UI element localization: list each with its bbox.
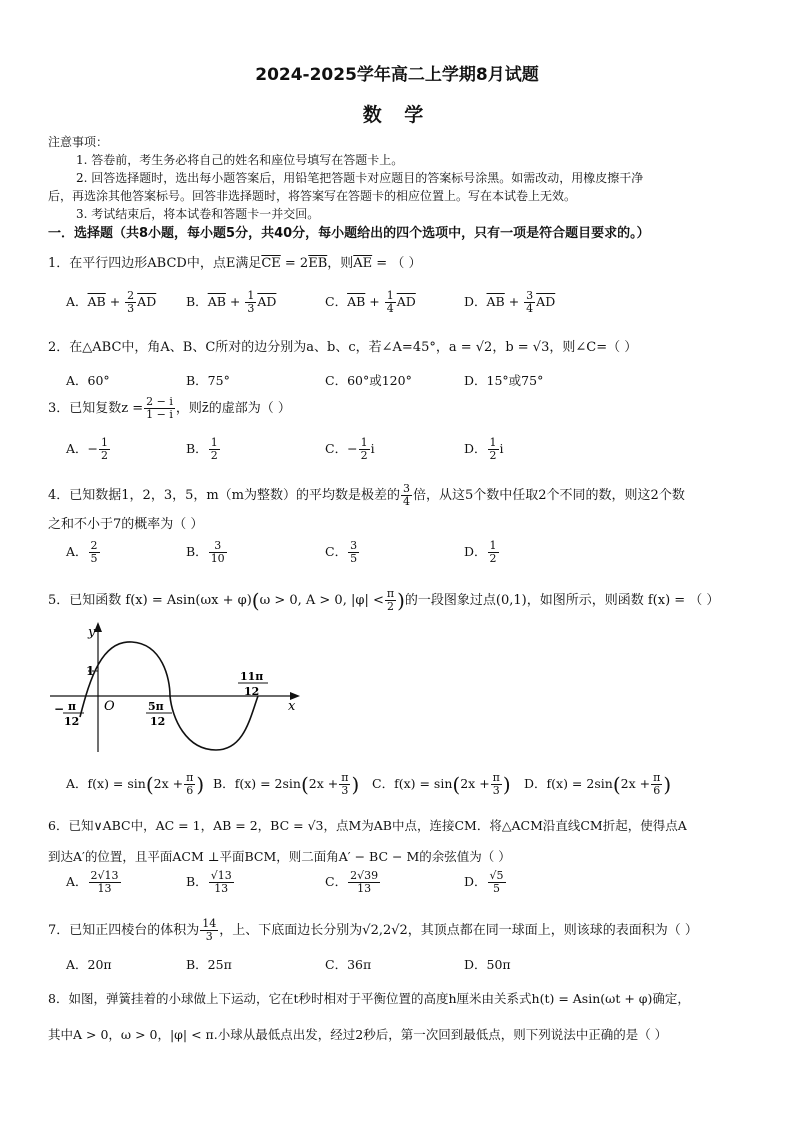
notice-heading: 注意事项： — [48, 135, 109, 149]
sine-graph — [50, 618, 310, 758]
q3-option-a: A．− $\frac{1}{2}$ — [66, 436, 109, 462]
q5-option-a: A．f(x) = sin(2x + $\frac{\pi}{6}$ ) — [66, 771, 205, 797]
neg-tick-num: π — [68, 700, 77, 713]
q7-option-a: A．20π — [66, 957, 112, 972]
notice-item: 3. 考试结束后，将本试卷和答题卡一并交回。 — [76, 207, 320, 221]
origin-label: O — [104, 699, 115, 714]
q6-option-d: D． $\frac{√5}{5}$ — [464, 869, 504, 895]
mid-tick-den: 12 — [150, 715, 166, 728]
q4-option-c: C． $\frac{3}{5}$ — [325, 539, 358, 565]
question-6-stem-cont: 到达A′的位置，且平面ACM ⊥平面BCM，则二面角A′ − BC − M的余弦值为（ ） — [48, 849, 511, 864]
q2-option-a: A．60° — [66, 373, 110, 388]
q1-option-b: B．$\overline{AB}$ + $\frac{1}{3}$ $\overline{AD}$ — [186, 289, 277, 315]
y-tick-one: 1 — [86, 664, 95, 678]
mid-tick-num: 5π — [148, 700, 164, 713]
q7-option-b: B．25π — [186, 957, 232, 972]
question-8-stem-cont: 其中A > 0，ω > 0，|φ| < π.小球从最低点出发，经过2秒后，第一次回到最低点，则下列说法中正确的是（ ） — [48, 1027, 668, 1042]
end-tick-num: 11π — [240, 670, 264, 683]
notice-item: 后，再选涂其他答案标号。回答非选择题时，将答案写在答题卡的相应位置上。写在本试卷上无效。 — [48, 189, 577, 203]
end-tick-den: 12 — [244, 685, 260, 698]
q6-option-c: C． $\frac{2√39}{13}$ — [325, 869, 379, 895]
q1-option-d: D．$\overline{AB}$ + $\frac{3}{4}$ $\overline{AD}$ — [464, 289, 556, 315]
x-axis-label: x — [288, 699, 296, 714]
q1-option-c: C．$\overline{AB}$ + $\frac{1}{4}$ $\overline{AD}$ — [325, 289, 416, 315]
q1-option-a: A．$\overline{AB}$ + $\frac{2}{3}$ $\overline{AD}$ — [66, 289, 157, 315]
q3-option-d: D． $\frac{1}{2}$ i — [464, 436, 504, 462]
q4-option-d: D． $\frac{1}{2}$ — [464, 539, 497, 565]
notice-item: 2. 回答选择题时，选出每小题答案后，用铅笔把答题卡对应题目的答案标号涂黑。如需改动，用橡皮擦干净 — [76, 171, 644, 185]
q6-option-a: A． $\frac{2√13}{13}$ — [66, 869, 119, 895]
question-7-stem: 7．已知正四棱台的体积为 $\frac{14}{3}$ ，上、下底面边长分别为√2,2√2，其顶点都在同一球面上，则该球的表面积为（ ） — [48, 917, 698, 943]
neg-tick-den: 12 — [64, 715, 80, 728]
q2-option-d: D．15°或75° — [464, 373, 544, 388]
q3-option-b: B． $\frac{1}{2}$ — [186, 436, 218, 462]
exam-title: 2024-2025学年高二上学期8月试题 — [255, 65, 539, 85]
question-4-stem: 4．已知数据1，2，3，5，m（m为整数）的平均数是极差的 $\frac{3}{4}$ 倍，从这5个数中任取2个不同的数，则这2个数 — [48, 482, 685, 508]
q7-option-c: C．36π — [325, 957, 372, 972]
question-2-stem: 2．在△ABC中，角A、B、C所对的边分别为a、b、c，若∠A=45°，a = √2，b = √3，则∠C=（ ） — [48, 340, 638, 355]
q2-option-b: B．75° — [186, 373, 230, 388]
neg-tick-sign: − — [54, 702, 65, 716]
subject-title: 数 学 — [362, 104, 432, 126]
question-5-stem: 5．已知函数 f(x) = Asin(ωx + φ)(ω > 0, A > 0, |φ| < $\frac{\pi}{2}$ )的一段图象过点(0,1)，如图所示，则函数 f(x) = （ ） — [48, 587, 720, 613]
question-6-stem: 6．已知∨ABC中，AC = 1，AB = 2，BC = √3，点M为AB中点，连接CM．将△ACM沿直线CM折起，使得点A — [48, 818, 687, 833]
q7-option-d: D．50π — [464, 957, 511, 972]
notice-item: 1. 答卷前，考生务必将自己的姓名和座位号填写在答题卡上。 — [76, 153, 404, 167]
question-4-stem-cont: 之和不小于7的概率为（ ） — [48, 517, 204, 532]
q5-option-d: D．f(x) = 2sin(2x + $\frac{\pi}{6}$ ) — [524, 771, 672, 797]
q2-option-c: C．60°或120° — [325, 373, 412, 388]
section-heading: 一．选择题（共8小题，每小题5分，共40分，每小题给出的四个选项中，只有一项是符合题目要求的。） — [48, 226, 650, 241]
question-3-stem: 3．已知复数z = $\frac{2 - i}{1 - i}$ ，则z̄的虚部为（ ） — [48, 395, 291, 421]
q4-option-b: B． $\frac{3}{10}$ — [186, 539, 225, 565]
q6-option-b: B． $\frac{√13}{13}$ — [186, 869, 232, 895]
question-8-stem: 8．如图，弹簧挂着的小球做上下运动，它在t秒时相对于平衡位置的高度h厘米由关系式h(t) = Asin(ωt + φ)确定， — [48, 991, 690, 1006]
y-axis-label: y — [88, 625, 96, 640]
question-1-stem: 1．在平行四边形ABCD中，点E满足$\overline{CE} = 2\overline{EB}$，则$\overline{AE}$ = （ ） — [48, 256, 422, 271]
q5-option-c: C．f(x) = sin(2x + $\frac{\pi}{3}$ ) — [372, 771, 511, 797]
q5-option-b: B．f(x) = 2sin(2x + $\frac{\pi}{3}$ ) — [213, 771, 360, 797]
q3-option-c: C．− $\frac{1}{2}$ i — [325, 436, 375, 462]
q4-option-a: A． $\frac{2}{5}$ — [66, 539, 98, 565]
